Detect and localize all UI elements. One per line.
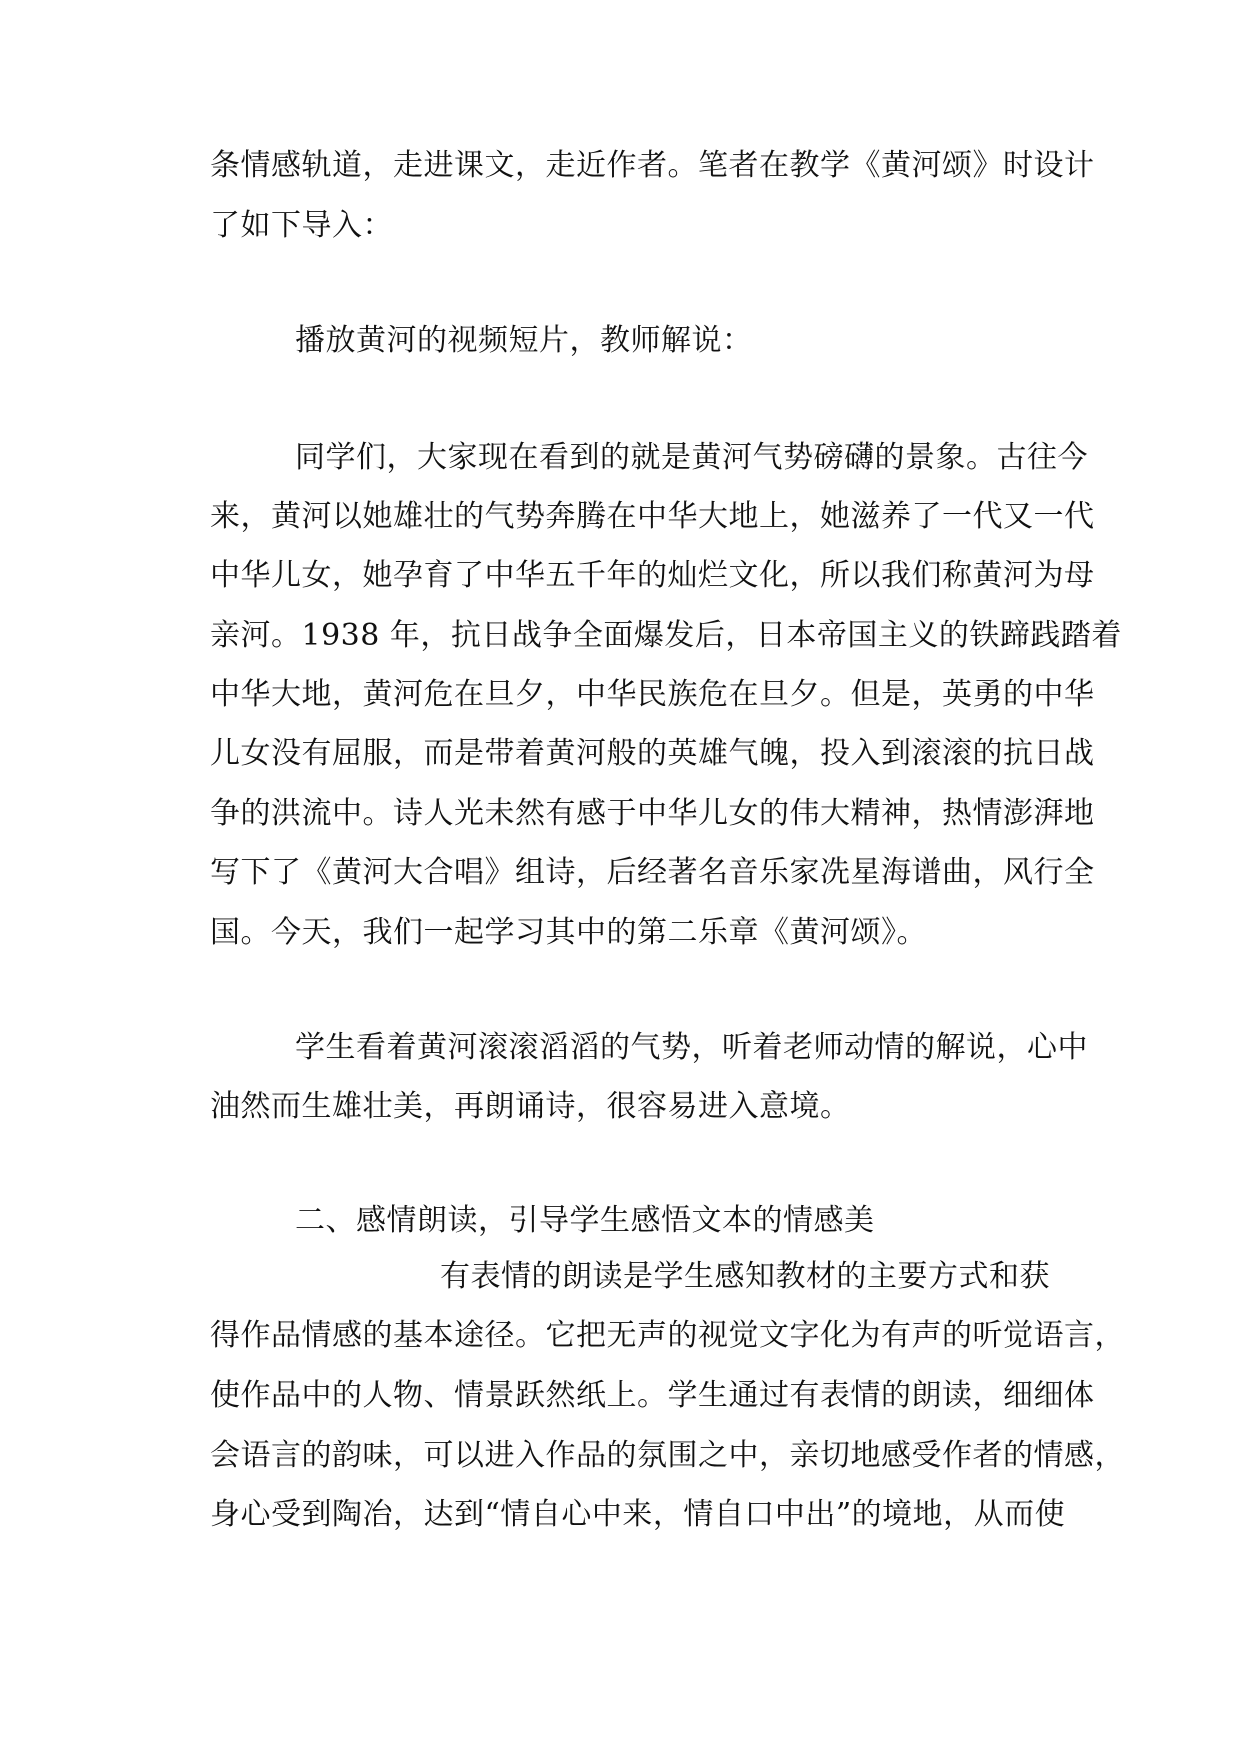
text-line: 亲河。1938 年，抗日战争全面爆发后，日本帝国主义的铁蹄践踏着 — [210, 618, 1122, 653]
text-line: 写下了《黄河大合唱》组诗，后经著名音乐家冼星海谱曲，风行全 — [210, 855, 1095, 890]
text-line: 身心受到陶冶，达到“情自心中来，情自口中出”的境地，从而使 — [210, 1497, 1066, 1532]
text-line: 儿女没有屈服，而是带着黄河般的英雄气魄，投入到滚滚的抗日战 — [210, 736, 1095, 771]
text-line: 会语言的韵味，可以进入作品的氛围之中，亲切地感受作者的情感， — [210, 1438, 1125, 1473]
text-line: 争的洪流中。诗人光未然有感于中华儿女的伟大精神，热情澎湃地 — [210, 796, 1095, 831]
text-line: 油然而生雄壮美，再朗诵诗，很容易进入意境。 — [210, 1089, 851, 1124]
text-line: 得作品情感的基本途径。它把无声的视觉文字化为有声的听觉语言， — [210, 1318, 1125, 1353]
text-line: 国。今天，我们一起学习其中的第二乐章《黄河颂》。 — [210, 915, 927, 950]
section-heading: 二、感情朗读，引导学生感悟文本的情感美 — [295, 1203, 875, 1238]
text-line: 条情感轨道，走进课文，走近作者。笔者在教学《黄河颂》时设计 — [210, 148, 1095, 183]
text-line: 来，黄河以她雄壮的气势奔腾在中华大地上，她滋养了一代又一代 — [210, 499, 1095, 534]
text-line: 同学们，大家现在看到的就是黄河气势磅礴的景象。古往今 — [295, 440, 1088, 475]
text-line: 使作品中的人物、情景跃然纸上。学生通过有表情的朗读，细细体 — [210, 1378, 1095, 1413]
text-line: 了如下导入： — [210, 208, 393, 243]
text-line: 播放黄河的视频短片，教师解说： — [295, 323, 753, 358]
text-line: 有表情的朗读是学生感知教材的主要方式和获 — [440, 1259, 1050, 1294]
text-line: 中华儿女，她孕育了中华五千年的灿烂文化，所以我们称黄河为母 — [210, 558, 1095, 593]
text-line: 学生看着黄河滚滚滔滔的气势，听着老师动情的解说，心中 — [295, 1030, 1088, 1065]
text-line: 中华大地，黄河危在旦夕，中华民族危在旦夕。但是，英勇的中华 — [210, 677, 1095, 712]
